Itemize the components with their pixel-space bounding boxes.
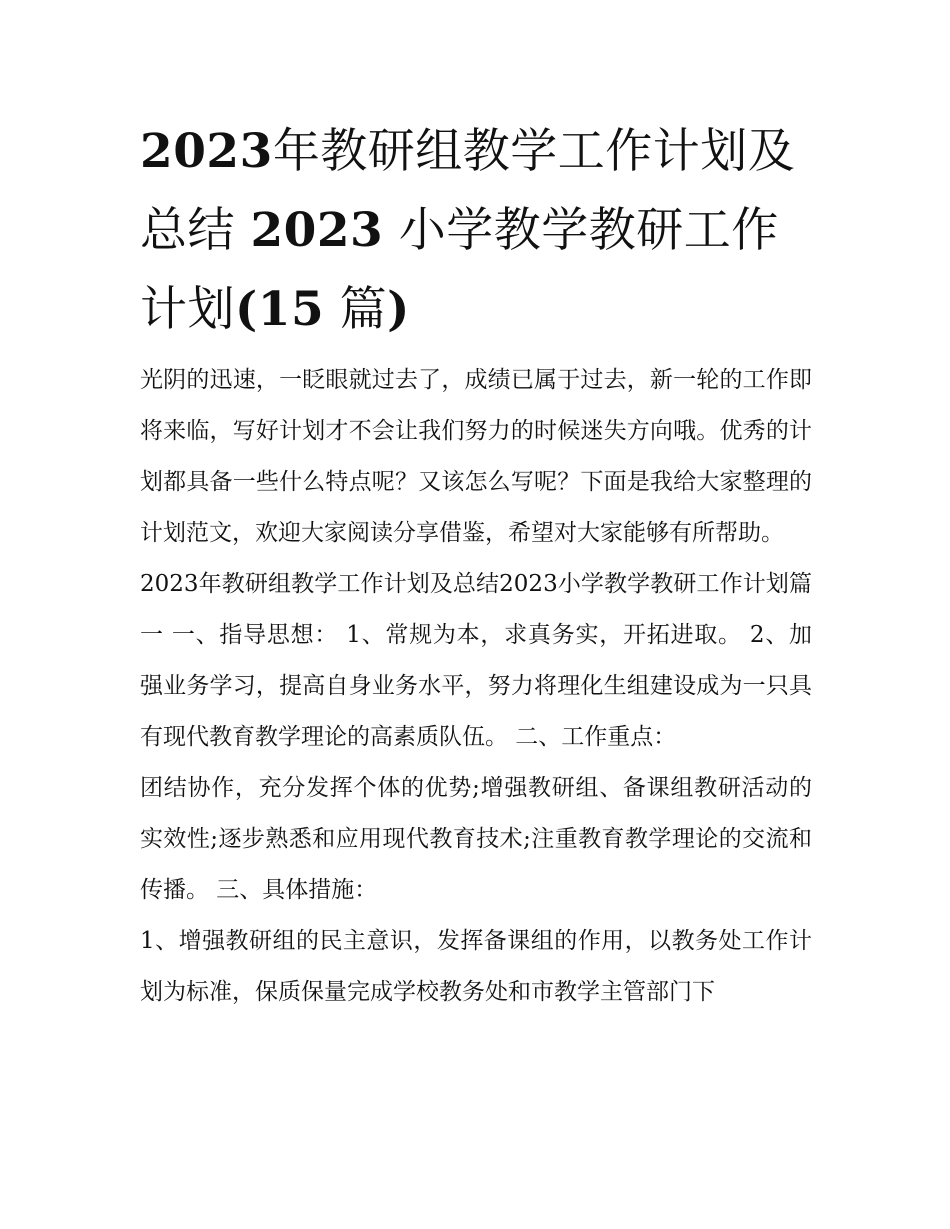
measures-paragraph: 1、增强教研组的民主意识，发挥备课组的作用，以教务处工作计划为标准，保质保量完成学校教务处和市教学主管部门下 <box>140 928 812 1005</box>
document-page <box>140 112 812 1018</box>
work-focus-paragraph: 团结协作，充分发挥个体的优势;增强教研组、备课组教研活动的实效性;逐步熟悉和应用现代教育技术;注重教育教学理论的交流和传播。 三、具体措施： <box>140 775 812 903</box>
intro-paragraph: 光阴的迅速，一眨眼就过去了，成绩已属于过去，新一轮的工作即将来临，写好计划才不会让我们努力的时候迷失方向哦。优秀的计划都具备一些什么特点呢？又该怎么写呢？下面是我给大家整理的计划范文，欢迎大家阅读分享借鉴，希望对大家能够有所帮助。 <box>140 367 812 546</box>
section-one-paragraph: 2023年教研组教学工作计划及总结2023小学教学教研工作计划篇一 一、指导思想： 1、常规为本，求真务实，开拓进取。 2、加强业务学习，提高自身业务水平，努力将理化生组建设成为一只具有现代教育教学理论的高素质队伍。 二、工作重点： <box>140 571 812 750</box>
document-title: 2023年教研组教学工作计划及 总结 2023 小学教学教研工作 计划(15 篇) <box>140 124 796 337</box>
